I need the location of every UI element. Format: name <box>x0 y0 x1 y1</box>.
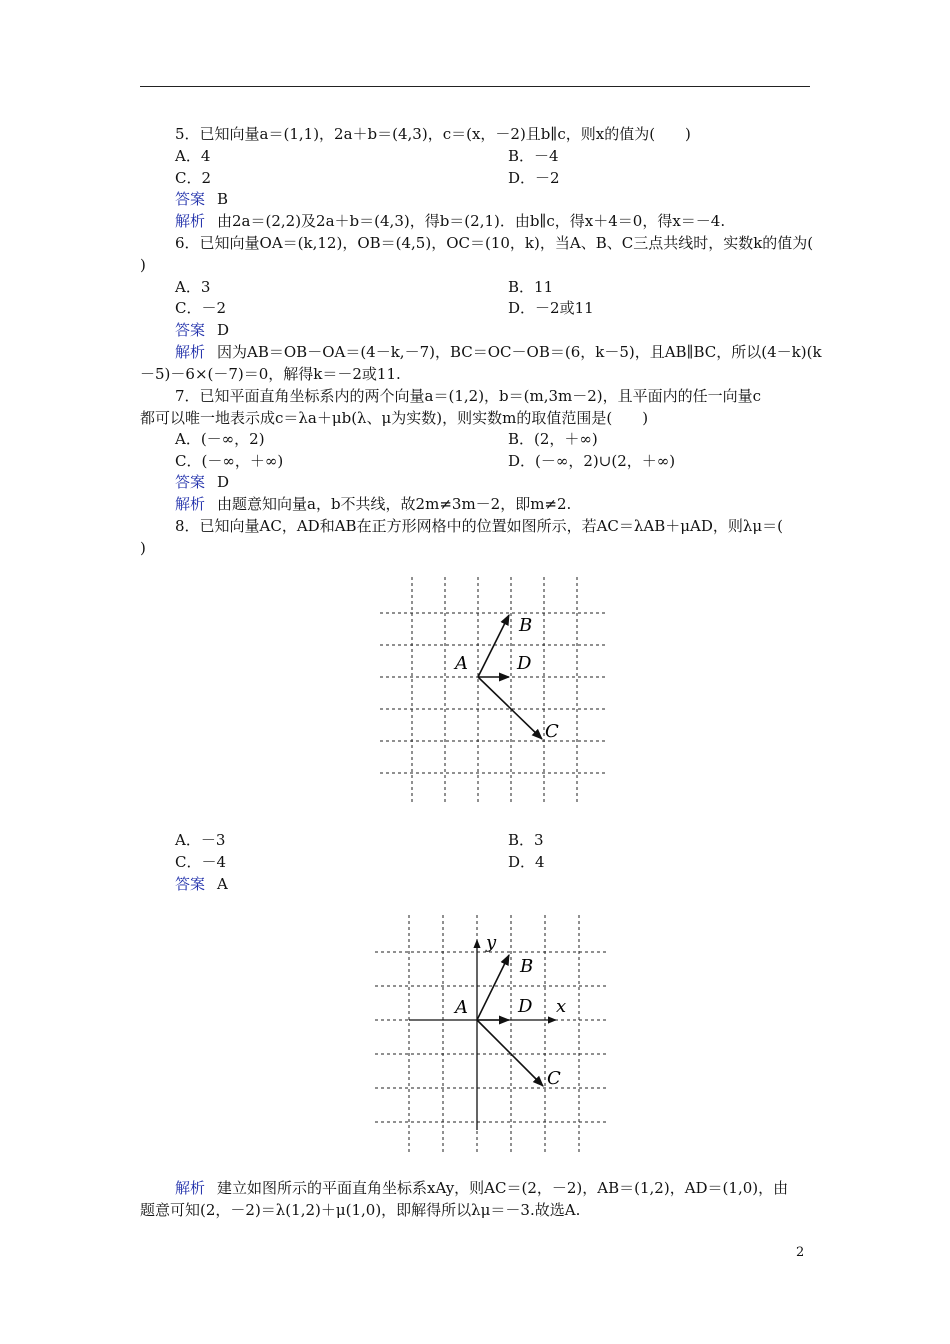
point-c-label: C <box>547 1068 561 1089</box>
analysis-label: 解析 <box>175 212 206 230</box>
q7-stem: 7．已知平面直角坐标系内的两个向量a＝(1,2)，b＝(m,3m－2)，且平面内的任一向量c <box>175 387 762 405</box>
point-b-label: B <box>519 615 533 636</box>
q5-stem: 5．已知向量a＝(1,1)，2a＋b＝(4,3)，c＝(x，－2)且b∥c，则x的值为( ) <box>175 125 691 143</box>
answer-value: B <box>217 190 229 208</box>
q8-option-c: C．－4 <box>175 853 227 871</box>
answer-value: A <box>217 875 228 893</box>
q8-analysis-cont: 题意可知(2，－2)＝λ(1,2)＋μ(1,0)，即解得所以λμ＝－3.故选A. <box>140 1201 581 1219</box>
vector-ab-arrow <box>477 955 509 1020</box>
answer-label: 答案 <box>175 190 206 208</box>
q7-option-a: A．(－∞，2) <box>175 430 265 448</box>
figure-1-grid <box>365 565 615 820</box>
analysis-text: 由题意知向量a，b不共线，故2m≠3m－2，即m≠2. <box>217 495 572 513</box>
answer-label: 答案 <box>175 473 206 491</box>
q6-answer <box>175 320 229 340</box>
q8-option-b: B．3 <box>508 831 544 849</box>
q7-option-c: C．(－∞，＋∞) <box>175 452 284 470</box>
q7-answer <box>175 472 229 492</box>
q8-option-a: A．－3 <box>175 831 226 849</box>
point-c-label: C <box>545 721 559 742</box>
q8-stem-cont: ) <box>140 539 146 557</box>
vector-ac-arrow <box>478 677 542 739</box>
answer-label: 答案 <box>175 321 206 339</box>
q8-analysis <box>175 1178 788 1198</box>
q5-option-b: B．－4 <box>508 147 559 165</box>
y-axis-label: y <box>486 932 497 953</box>
q6-option-a: A．3 <box>175 278 211 296</box>
vector-ab-arrow <box>478 615 509 677</box>
point-d-label: D <box>517 653 532 674</box>
point-a-label: A <box>455 653 468 674</box>
q6-option-b: B．11 <box>508 278 554 296</box>
answer-label: 答案 <box>175 875 206 893</box>
q6-stem: 6．已知向量OA＝(k,12)，OB＝(4,5)，OC＝(10，k)，当A、B、C三点共线时，实数k的值为( <box>175 234 814 252</box>
q7-option-d: D．(－∞，2)∪(2，＋∞) <box>508 452 676 470</box>
q8-stem: 8．已知向量AC，AD和AB在正方形网格中的位置如图所示，若AC＝λAB＋μAD，则λμ＝( <box>175 517 783 535</box>
analysis-text: 由2a＝(2,2)及2a＋b＝(4,3)，得b＝(2,1)．由b∥c，得x＋4＝0，得x＝－4. <box>217 212 726 230</box>
figure-2-coordinate-grid <box>360 900 620 1165</box>
q6-stem-cont: ) <box>140 256 146 274</box>
analysis-text: 因为AB＝OB－OA＝(4－k,－7)，BC＝OC－OB＝(6，k－5)，且AB∥BC，所以(4－k)(k <box>217 343 822 361</box>
q7-option-b: B．(2，＋∞) <box>508 430 598 448</box>
page-number: 2 <box>796 1245 805 1260</box>
q6-analysis-cont: －5)－6×(－7)＝0，解得k＝－2或11. <box>140 365 401 383</box>
x-axis-label: x <box>556 996 567 1017</box>
answer-value: D <box>217 473 230 491</box>
point-a-label: A <box>455 997 468 1018</box>
q5-option-a: A．4 <box>175 147 211 165</box>
q7-stem-cont: 都可以唯一地表示成c＝λa＋μb(λ、μ为实数)，则实数m的取值范围是( ) <box>140 409 649 427</box>
analysis-label: 解析 <box>175 343 206 361</box>
point-b-label: B <box>520 956 534 977</box>
analysis-label: 解析 <box>175 1179 206 1197</box>
answer-value: D <box>217 321 230 339</box>
q8-answer <box>175 874 228 894</box>
q6-option-d: D．－2或11 <box>508 299 594 317</box>
analysis-label: 解析 <box>175 495 206 513</box>
q6-option-c: C．－2 <box>175 299 227 317</box>
q6-analysis <box>175 342 822 362</box>
q5-answer <box>175 189 228 209</box>
point-d-label: D <box>518 996 533 1017</box>
q5-option-d: D．－2 <box>508 169 560 187</box>
q5-option-c: C．2 <box>175 169 212 187</box>
analysis-text: 建立如图所示的平面直角坐标系xAy，则AC＝(2，－2)，AB＝(1,2)，AD＝(1,0)，由 <box>217 1179 789 1197</box>
q5-analysis <box>175 211 725 231</box>
q8-option-d: D．4 <box>508 853 545 871</box>
header-rule <box>140 86 810 87</box>
vector-ac-arrow <box>477 1020 543 1086</box>
q7-analysis <box>175 494 571 514</box>
